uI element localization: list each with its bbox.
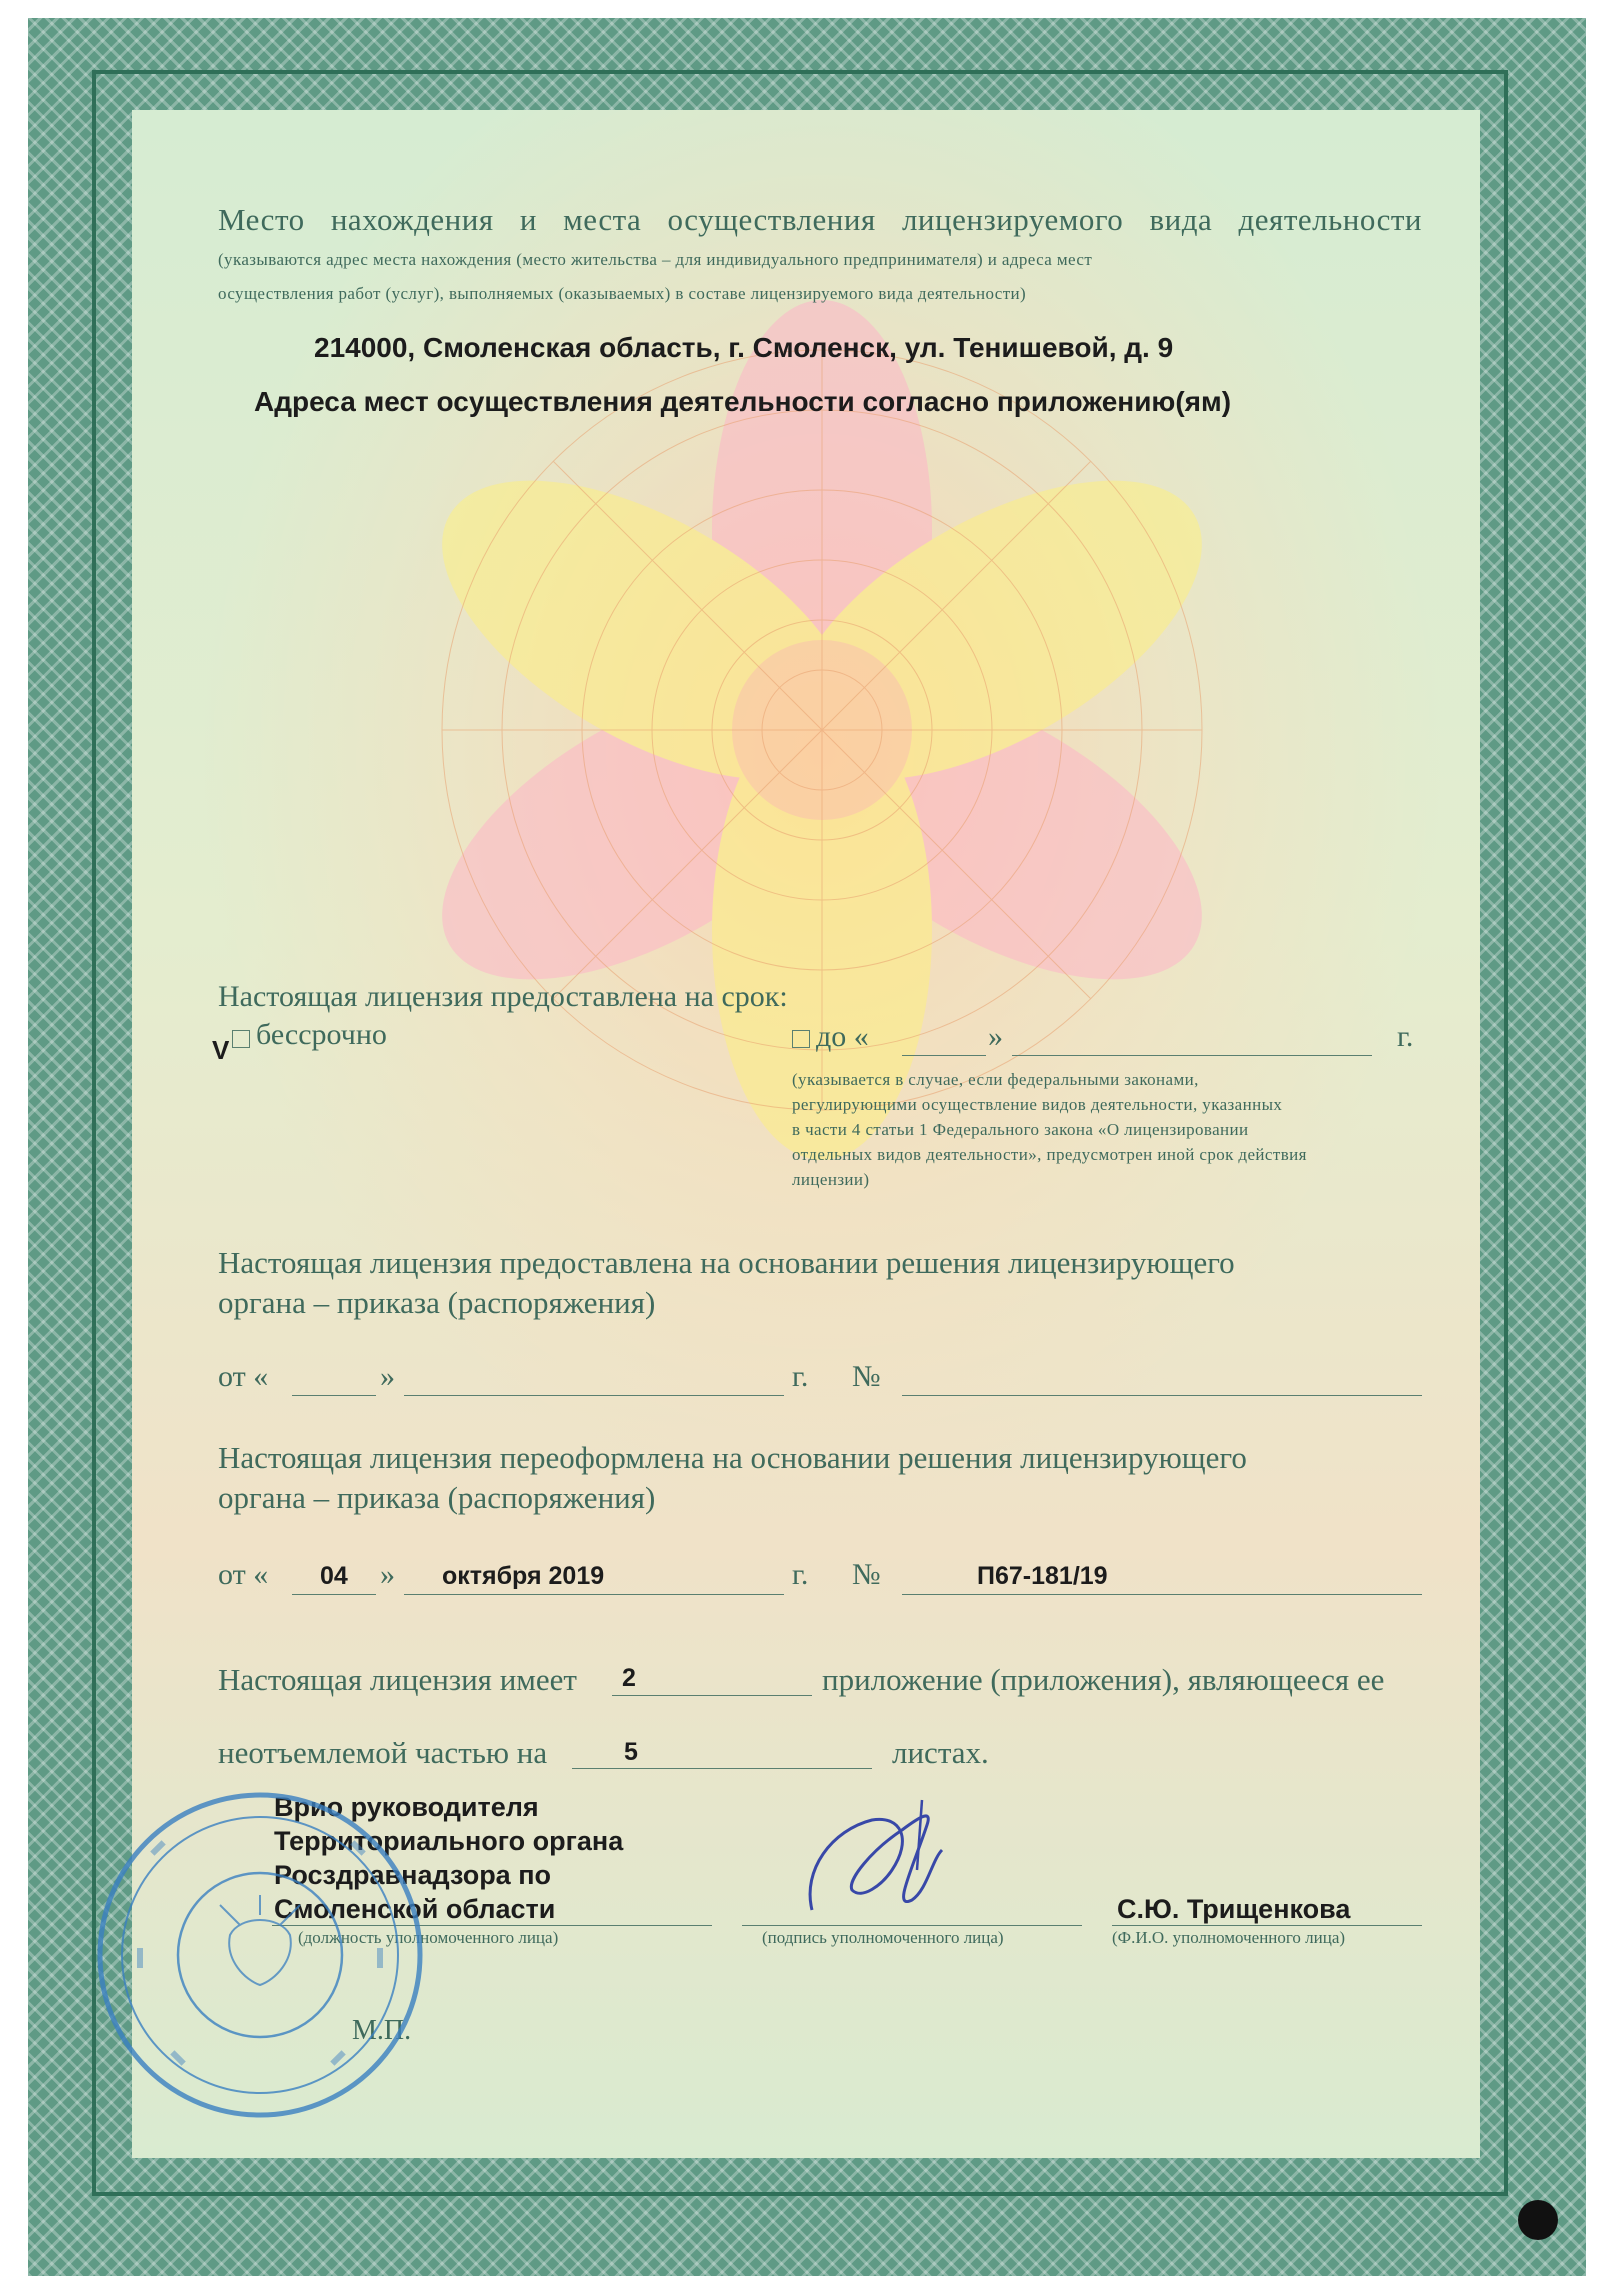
appendix-count: 2 xyxy=(622,1664,636,1692)
signatory-position-l2: Территориального органа xyxy=(274,1826,624,1856)
appendix-sheets-line xyxy=(572,1768,872,1769)
term-day-line xyxy=(902,1055,986,1056)
term-indefinite-label: бессрочно xyxy=(256,1018,387,1051)
address-main: 214000, Смоленская область, г. Смоленск, ул. Тенишевой, д. 9 xyxy=(314,332,1174,363)
term-note-l4: отдельных видов деятельности», предусмотрен иной срок действия xyxy=(792,1145,1307,1164)
reissue-date-line xyxy=(404,1594,784,1595)
official-seal-stamp xyxy=(90,1785,430,2125)
section-title: Место нахождения и места осуществления лицензируемого вида деятельности xyxy=(218,202,1422,237)
reissue-day: 04 xyxy=(320,1562,348,1590)
handwritten-signature xyxy=(792,1790,982,1940)
section-note-line2: осуществления работ (услуг), выполняемых (оказываемых) в составе лицензируемого вида деятельности) xyxy=(218,284,1027,303)
basis-from: от « xyxy=(218,1360,269,1393)
appendix-count-line xyxy=(612,1695,812,1696)
appendix-sheets: 5 xyxy=(624,1738,638,1766)
reissue-year: г. xyxy=(792,1558,809,1591)
reissue-month-year: октября 2019 xyxy=(442,1562,605,1590)
term-until-suffix: г. xyxy=(1397,1020,1414,1053)
seal-place-label: М.П. xyxy=(352,2015,412,2046)
basis-number-sign: № xyxy=(852,1360,881,1393)
reissue-day-line xyxy=(292,1594,376,1595)
term-until-prefix: до « xyxy=(816,1020,869,1053)
appendix-line2-prefix: неотъемлемой частью на xyxy=(218,1735,548,1770)
basis-day-line xyxy=(292,1395,376,1396)
indefinite-checkbox xyxy=(232,1030,250,1048)
reissue-number-sign: № xyxy=(852,1558,881,1591)
signatory-position-l4: Смоленской области xyxy=(274,1894,556,1924)
term-date-line xyxy=(1012,1055,1372,1056)
reissue-from: от « xyxy=(218,1558,269,1591)
signatory-name: С.Ю. Трищенкова xyxy=(1117,1894,1351,1924)
caption-position: (должность уполномоченного лица) xyxy=(298,1928,559,1947)
basis-line2: органа – приказа (распоряжения) xyxy=(218,1285,656,1320)
term-note-l3: в части 4 статьи 1 Федерального закона «О лицензировании xyxy=(792,1120,1249,1139)
term-label: Настоящая лицензия предоставлена на срок: xyxy=(218,980,788,1013)
section-note-line1: (указываются адрес места нахождения (место жительства – для индивидуального предпринимателя) и адреса мест xyxy=(218,250,1093,269)
basis-year: г. xyxy=(792,1360,809,1393)
caption-name: (Ф.И.О. уполномоченного лица) xyxy=(1112,1928,1346,1947)
reissue-number-line xyxy=(902,1594,1422,1595)
term-until-close: » xyxy=(988,1020,1003,1053)
basis-date-line xyxy=(404,1395,784,1396)
corner-hole-mark xyxy=(1518,2200,1558,2240)
checkbox-mark: V xyxy=(212,1035,230,1065)
term-note-l5: лицензии) xyxy=(792,1170,870,1189)
basis-line1: Настоящая лицензия предоставлена на основании решения лицензирующего xyxy=(218,1245,1235,1280)
basis-number-line xyxy=(902,1395,1422,1396)
signatory-position-l3: Росздравнадзора по xyxy=(274,1860,552,1890)
appendix-suffix: приложение (приложения), являющееся ее xyxy=(822,1662,1385,1697)
appendix-line2-suffix: листах. xyxy=(892,1735,989,1770)
address-extra: Адреса мест осуществления деятельности согласно приложению(ям) xyxy=(254,386,1232,417)
basis-close: » xyxy=(380,1360,395,1393)
term-note-l2: регулирующими осуществление видов деятельности, указанных xyxy=(792,1095,1283,1114)
reissue-line1: Настоящая лицензия переоформлена на основании решения лицензирующего xyxy=(218,1440,1247,1475)
caption-signature: (подпись уполномоченного лица) xyxy=(762,1928,1004,1947)
appendix-prefix: Настоящая лицензия имеет xyxy=(218,1662,577,1697)
reissue-line2: органа – приказа (распоряжения) xyxy=(218,1480,656,1515)
reissue-number: П67-181/19 xyxy=(977,1562,1108,1590)
reissue-close: » xyxy=(380,1558,395,1591)
signatory-position-l1: Врио руководителя xyxy=(274,1792,539,1822)
name-line xyxy=(1112,1925,1422,1926)
until-checkbox xyxy=(792,1030,810,1048)
term-note-l1: (указывается в случае, если федеральными законами, xyxy=(792,1070,1199,1089)
